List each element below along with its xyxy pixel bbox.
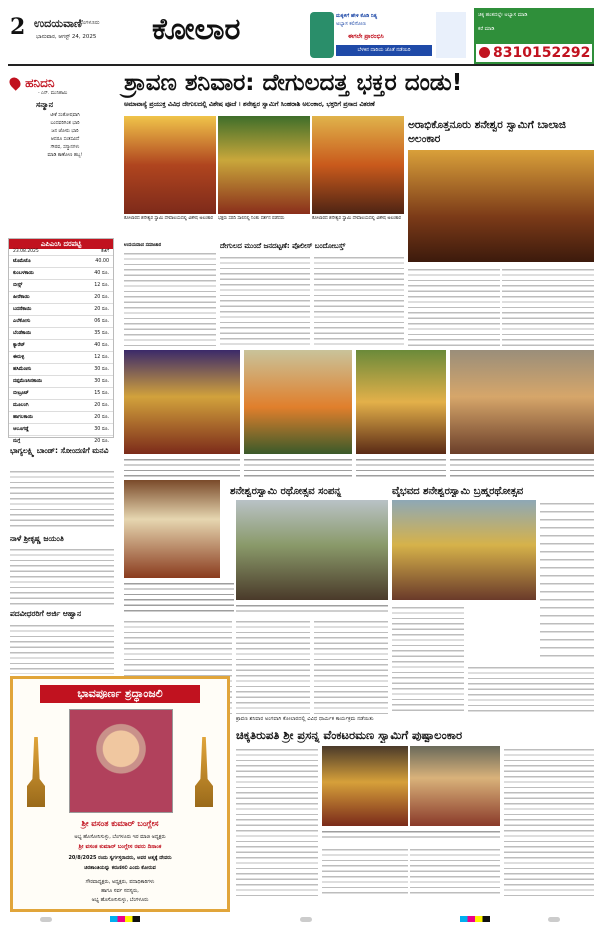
sidebar bbox=[8, 68, 118, 628]
rate-item: ಹಾಗಲಕಾಯಿ bbox=[13, 415, 33, 420]
rate-item: ಬದನೆಕಾಯಿ bbox=[13, 307, 32, 312]
main-headline: ಶ್ರಾವಣ ಶನಿವಾರ: ದೇಗುಲದತ್ತ ಭಕ್ತರ ದಂಡು! bbox=[124, 70, 463, 96]
article-b-3 bbox=[322, 846, 408, 896]
lamp-icon-right bbox=[195, 737, 213, 807]
masthead-rule bbox=[8, 64, 594, 66]
rate-item: ಕುಂಬಳಕಾಯಿ bbox=[13, 271, 34, 276]
rate-row bbox=[9, 351, 113, 363]
article-col-2 bbox=[220, 254, 310, 346]
caption-mid-2 bbox=[244, 456, 352, 478]
registration-marks bbox=[0, 914, 600, 926]
brand-logo bbox=[10, 72, 55, 91]
obituary-title: ಭಾವಪೂರ್ಣ ಶ್ರದ್ಧಾಂಜಲಿ bbox=[40, 685, 200, 703]
article-col-4 bbox=[408, 266, 500, 346]
obit-line-5: ಗೌರವಾಧ್ಯಕ್ಷರು, ಅಧ್ಯಕ್ಷರು, ಪದಾಧಿಕಾರಿಗಳು bbox=[85, 879, 155, 885]
rate-row bbox=[9, 291, 113, 303]
photo-mid-4 bbox=[450, 350, 594, 454]
obit-line-2: ಶ್ರೀ ವಸಂತ ಕುಮಾರ್ ಬಂಗ್ಲೇಸ ರವರು ದಿನಾಂಕ bbox=[78, 844, 162, 850]
article-s2-2 bbox=[314, 618, 388, 714]
section2-head-right: ವೈಭವದ ಶನೇಶ್ವರಸ್ವಾಮಿ ಬ್ರಹ್ಮರಥೋತ್ಸವ bbox=[392, 486, 524, 497]
sidebar-col-right bbox=[540, 500, 594, 660]
ad2-text-1: ಚಿಕ್ಕ ಹಂತದಲ್ಲೇ ಅಭ್ಯಾಸ ಮಾಡಿ bbox=[478, 12, 528, 18]
ad2-call-icon bbox=[479, 47, 490, 58]
photo-deity-3 bbox=[312, 116, 404, 214]
photo-mid-3 bbox=[356, 350, 446, 454]
rate-row bbox=[9, 303, 113, 315]
rates-date: 23.08.2025 bbox=[13, 249, 39, 254]
rate-item: ದಪ್ಪಮೆಣಸಿನಕಾಯಿ bbox=[13, 379, 42, 384]
article-b-1 bbox=[236, 746, 318, 896]
caption-bar: ಶ್ರಾವಣ ಶನಿವಾರ ಅಂಗವಾಗಿ ಕೋಲಾರದಲ್ಲಿ ವಿವಿಧ ಧಾರ್ಮಿಕ ಕಾರ್ಯಕ್ರಮ ನಡೆಯಿತು bbox=[236, 716, 374, 722]
obit-line-7: ಅಭ್ಯ ಹೊಸೋನಿಸುಳ್ಳು, ಬೆಂಗಳೂರು bbox=[91, 897, 149, 903]
story2-title: ನಾಳೆ ಶ್ರೀಕೃಷ್ಣ ಜಯಂತಿ bbox=[10, 534, 64, 543]
rates-table bbox=[9, 255, 113, 447]
lamp-icon-left bbox=[27, 737, 45, 807]
rate-value: 20 ರೂ. bbox=[94, 439, 109, 444]
rates-title: ಎಪಿಎಂಸಿ ದರಪಟ್ಟಿ bbox=[9, 239, 113, 249]
poem-title: ಸನ್ಮಾನ bbox=[36, 100, 54, 109]
obit-line-6: ಹಾಗೂ ಸರ್ವ ಸದಸ್ಯರು, bbox=[101, 888, 139, 894]
photo-bottom-1 bbox=[322, 746, 408, 826]
rate-item: ಕ್ಯಾರೆಟ್ bbox=[13, 343, 25, 348]
rate-value: 40 ರೂ. bbox=[94, 343, 109, 348]
ad1-text-2: ಅಭ್ಯಾಸ ಕಲಿಸೋಣ bbox=[336, 21, 366, 27]
ad1-text-4: ಬೆಳಕಿನ ದಾರಿಯ ಜೊತೆ ನಡೆಯಿರಿ bbox=[336, 45, 432, 56]
rate-item: ಈರುಳ್ಳಿ bbox=[13, 355, 25, 360]
caption-mid-1 bbox=[124, 456, 240, 478]
ad2-phone bbox=[476, 44, 592, 62]
article-b-2 bbox=[504, 746, 594, 896]
rate-row bbox=[9, 327, 113, 339]
rate-item: ಟೊಮೆಟೊ bbox=[13, 259, 31, 264]
photo-mid-1 bbox=[124, 350, 240, 454]
story1-body bbox=[10, 468, 114, 530]
article-col-1 bbox=[124, 250, 216, 346]
ad-phone-icon bbox=[310, 12, 334, 58]
ad1-text-3: ಈಗಲೇ ಪ್ರಾರಂಭಿಸಿ bbox=[348, 33, 384, 40]
brand-name: ಹನಿದನಿ bbox=[25, 76, 55, 90]
rate-row bbox=[9, 375, 113, 387]
rate-item: ಹಸಿಮೆಣಸು bbox=[13, 367, 32, 372]
police-headline: ದೇಗುಲದ ಮುಂದೆ ಜನದಟ್ಟಣೆ: ಪೊಲೀಸ್ ಬಂದೋಬಸ್ತ್ bbox=[220, 242, 346, 250]
poem-line: ಟೀಕೆ ಸಂತೋಷವಾಗಿ bbox=[50, 113, 80, 118]
brand-sub: - ಎನ್. ಮುನಿಶಾಮಿ bbox=[38, 91, 68, 96]
ad1-side-block bbox=[436, 12, 466, 58]
article-s2-1 bbox=[236, 618, 310, 714]
poem-line: ಜನ ಜೋರು ಭಾರಿ bbox=[51, 129, 79, 134]
rate-value: 06 ರೂ. bbox=[94, 319, 109, 324]
bottom-headline: ಚಿಕ್ಕತಿರುಪತಿ ಶ್ರೀ ಪ್ರಸನ್ನ ವೆಂಕಟರಮಣ ಸ್ವಾಮಿಗೆ ಪುಷ್ಪಾಲಂಕಾರ bbox=[236, 728, 463, 742]
obit-line-3: 20/8/2025 ರಂದು ಸ್ವರ್ಗಸ್ತರಾದರು, ಅವರ ಆತ್ಮಕ್ಕೆ ದೇವರು bbox=[68, 855, 172, 861]
ad2-text-2: ಕರೆ ಮಾಡಿ bbox=[478, 26, 495, 32]
caption-bottom bbox=[322, 828, 500, 842]
rate-item: ಹೀರೆಕಾಯಿ bbox=[13, 295, 30, 300]
section2-head-left: ಶನೇಶ್ವರಸ್ವಾಮಿ ರಥೋತ್ಸವ ಸಂಪನ್ನ bbox=[230, 486, 342, 497]
rate-row bbox=[9, 315, 113, 327]
rate-value: 20 ರೂ. bbox=[94, 415, 109, 420]
side-headline: ಅರಾಭಿಕೊತ್ತನೂರು ಶನೇಶ್ವರ ಸ್ವಾಮಿಗೆ ಬಾಲಾಜಿ ಅಲಂಕಾರ bbox=[408, 119, 566, 145]
obit-line-1: ಅಭ್ಯ ಹೊಸೋನಿಸುಳ್ಳು, ಬೆಂಗಳೂರು ಇರ ಮಾಜಿ ಅಧ್ಯಕ್ಷರು bbox=[74, 834, 166, 840]
poem-body bbox=[20, 112, 110, 160]
ad-banner-2[interactable] bbox=[474, 8, 594, 64]
byline-1: ಉದಯವಾಣಿ ಸಮಾಚಾರ bbox=[124, 243, 162, 248]
story3-body bbox=[10, 622, 114, 674]
paper-name: ಉದಯವಾಣಿ bbox=[34, 17, 82, 30]
photo-mid-2 bbox=[244, 350, 352, 454]
story3-title: ಪದವೀಧರರಿಗೆ ಅರ್ಜಿ ಆಹ್ವಾನ bbox=[10, 609, 82, 618]
rate-row bbox=[9, 267, 113, 279]
rate-value: 30 ರೂ. bbox=[94, 379, 109, 384]
rate-row bbox=[9, 423, 113, 435]
rate-value: 20 ರೂ. bbox=[94, 295, 109, 300]
rate-value: 30 ರೂ. bbox=[94, 367, 109, 372]
rate-item: ಬೆಂಡೆಕಾಯಿ bbox=[13, 331, 31, 336]
photo-statue bbox=[124, 480, 220, 578]
rate-item: ಮೂಲಂಗಿ bbox=[13, 403, 29, 408]
rate-value: 15 ರೂ. bbox=[94, 391, 109, 396]
portrait-photo bbox=[69, 709, 173, 813]
photo-deity-2 bbox=[218, 116, 310, 214]
rate-row bbox=[9, 363, 113, 375]
rate-value: 20 ರೂ. bbox=[94, 403, 109, 408]
photo-deity-1 bbox=[124, 116, 216, 214]
caption-mid-4 bbox=[450, 456, 594, 478]
rate-row bbox=[9, 255, 113, 267]
ad2-phone-number: 8310152292 bbox=[493, 45, 591, 61]
rate-value: 40 ರೂ. bbox=[94, 271, 109, 276]
obit-line-4: ಚಿರಶಾಂತಿಯನ್ನು ಕರುಣಿಸಲಿ ಎಂದು ಕೋರುವ bbox=[84, 865, 156, 871]
poem-line: ಆದರೂ ಸಂತಸವಿದೆ bbox=[50, 137, 80, 142]
article-b-4 bbox=[410, 846, 500, 896]
caption-mid-3 bbox=[356, 456, 446, 478]
rate-item: ಆಲೂಗಡ್ಡೆ bbox=[13, 427, 29, 432]
photo-bottom-2 bbox=[410, 746, 500, 826]
apmc-rates-box bbox=[8, 238, 114, 444]
rate-row bbox=[9, 411, 113, 423]
rate-row bbox=[9, 339, 113, 351]
article-col-3 bbox=[314, 254, 404, 346]
poem-line: ಗೌರವ, ಸನ್ಮಾನಗಳು bbox=[50, 145, 80, 150]
rate-row bbox=[9, 387, 113, 399]
brand-drop-icon bbox=[7, 75, 23, 91]
article-s2-4 bbox=[468, 664, 594, 714]
rate-value: 20 ರೂ. bbox=[94, 307, 109, 312]
poem-line: ಬಂದವರಿಗಿಂತ ಭಾರಿ bbox=[50, 121, 80, 126]
main-subhead: ಅಮಾವಾಸ್ಯೆ ಪ್ರಯುಕ್ತ ವಿವಿಧ ದೇಗುಲದಲ್ಲಿ ವಿಶೇಷ ಪೂಜೆ । ಶನೇಶ್ವರ ಸ್ವಾಮಿಗೆ ಸಿಂಹರಾಶಿ ಅಲಂಕಾರ, ಭಕ್ತರಿಗೆ ಪ್ರಸಾದ ವಿತರಣೆ bbox=[124, 101, 375, 108]
article-col-5 bbox=[502, 266, 594, 346]
caption-3: ಕೋಲಾರದ ಶನೇಶ್ವರ ಸ್ವಾಮಿ ದೇವಾಲಯದಲ್ಲಿ ವಿಶೇಷ ಅಲಂಕಾರ bbox=[312, 216, 401, 221]
caption-chariot-1 bbox=[236, 602, 388, 614]
issue-date: ಭಾನುವಾರ, ಆಗಸ್ಟ್ 24, 2025 bbox=[36, 34, 97, 40]
story2-body bbox=[10, 546, 114, 606]
rate-row bbox=[9, 399, 113, 411]
rate-value: 12 ರೂ. bbox=[94, 283, 109, 288]
city-name: ಬೆಂಗಳೂರು bbox=[79, 20, 100, 26]
poem-line: ಮಾಡಿ ಕಾಣೋಣ ಹಬ್ಬ! bbox=[47, 153, 83, 158]
obituary-box bbox=[10, 676, 230, 912]
rate-item: ಬೀಟ್ರೂಟ್ bbox=[13, 391, 29, 396]
photo-chariot-1 bbox=[236, 500, 388, 600]
obit-name: ಶ್ರೀ ವಸಂತ ಕುಮಾರ್ ಬಂಗ್ಲೇಸ bbox=[81, 819, 159, 828]
ad-banner-1[interactable] bbox=[308, 10, 468, 62]
rate-value: 12 ರೂ. bbox=[94, 355, 109, 360]
photo-balaji bbox=[408, 150, 594, 262]
story1-title: ಭಾಗ್ಯಲಕ್ಷ್ಮಿ ಬಾಂಡ್: ಸೋಂದಣಿಗೆ ಮನವಿ bbox=[10, 446, 109, 455]
photo-chariot-2 bbox=[392, 500, 536, 600]
article-s2-3 bbox=[392, 604, 464, 714]
rate-item: ಎಲೆಕೋಸು bbox=[13, 319, 31, 324]
caption-1: ಕೋಲಾರದ ಶನೇಶ್ವರ ಸ್ವಾಮಿ ದೇವಾಲಯದಲ್ಲಿ ವಿಶೇಷ ಅಲಂಕಾರ bbox=[124, 216, 213, 221]
rate-item: ನುಗ್ಗೆ bbox=[13, 439, 21, 444]
masthead bbox=[0, 0, 600, 66]
rate-row bbox=[9, 279, 113, 291]
rate-value: 40.00 bbox=[95, 259, 109, 264]
rate-value: 35 ರೂ. bbox=[94, 331, 109, 336]
ad1-text-1: ಮಕ್ಕಳಿಗೆ ಹೇಳಿ ಕೊಡಿ ನಿತ್ಯ bbox=[336, 13, 378, 19]
caption-statue bbox=[124, 580, 234, 614]
rate-value: 30 ರೂ. bbox=[94, 427, 109, 432]
rate-item: ಬೀನ್ಸ್ bbox=[13, 283, 23, 288]
edition-name: ಕೋಲಾರ bbox=[152, 12, 241, 47]
rates-unit: ಕೆಜಿಗೆ bbox=[101, 249, 109, 254]
page-number: 2 bbox=[10, 14, 26, 40]
caption-2: ಭಕ್ತರು ಸರದಿ ಸಾಲಿನಲ್ಲಿ ನಿಂತು ದರ್ಶನ ಪಡೆದರು bbox=[218, 216, 285, 221]
